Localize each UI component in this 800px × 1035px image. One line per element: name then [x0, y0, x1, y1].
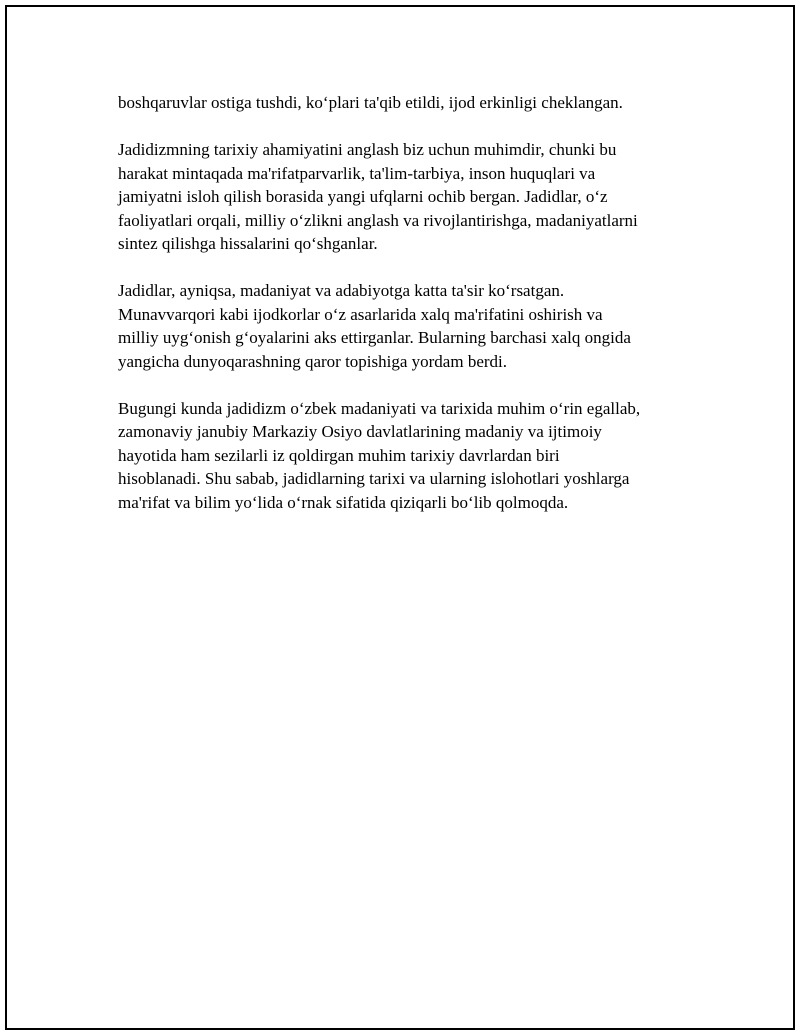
paragraph-line: zamonaviy janubiy Markaziy Osiyo davlatlarining madaniy va ijtimoiy: [118, 422, 602, 441]
paragraph-line: hayotida ham sezilarli iz qoldirgan muhim tarixiy davrlardan biri: [118, 445, 560, 465]
paragraph-line: hisoblanadi. Shu sabab, jadidlarning tarixi va ularning islohotlari yoshlarga: [118, 469, 630, 488]
paragraph-line: boshqaruvlar ostiga tushdi, ko‘plari ta'qib etildi, ijod erkinligi cheklangan.: [118, 93, 623, 112]
paragraph-line: ma'rifat va bilim yo‘lida o‘rnak sifatida qiziqarli bo‘lib qolmoqda.: [118, 492, 569, 512]
paragraph-line: jamiyatni isloh qilish borasida yangi ufqlarni ochib bergan. Jadidlar, o‘z: [118, 187, 608, 206]
paragraph-2: [118, 138, 708, 256]
paragraph-line: Bugungi kunda jadidizm o‘zbek madaniyati va tarixida muhim o‘rin egallab,: [118, 398, 641, 418]
paragraph-line: Jadidizmning tarixiy ahamiyatini anglash biz uchun muhimdir, chunki bu: [118, 140, 617, 159]
paragraph-4: [118, 397, 708, 515]
paragraph-line: Munavvarqori kabi ijodkorlar o‘z asarlarida xalq ma'rifatini oshirish va: [118, 304, 603, 324]
paragraph-line: milliy uyg‘onish g‘oyalarini aks ettirganlar. Bularning barchasi xalq ongida: [118, 328, 631, 347]
paragraph-line: sintez qilishga hissalarini qo‘shganlar.: [118, 234, 378, 253]
paragraph-line: harakat mintaqada ma'rifatparvarlik, ta'lim-tarbiya, inson huquqlari va: [118, 163, 596, 183]
paragraph-line: faoliyatlari orqali, milliy o‘zlikni anglash va rivojlantirishga, madaniyatlarni: [118, 210, 638, 230]
document-body: [118, 91, 708, 538]
paragraph-3: [118, 279, 708, 373]
paragraph-line: yangicha dunyoqarashning qaror topishiga yordam berdi.: [118, 351, 508, 371]
paragraph-1: [118, 91, 708, 115]
paragraph-line: Jadidlar, ayniqsa, madaniyat va adabiyotga katta ta'sir ko‘rsatgan.: [118, 281, 565, 300]
